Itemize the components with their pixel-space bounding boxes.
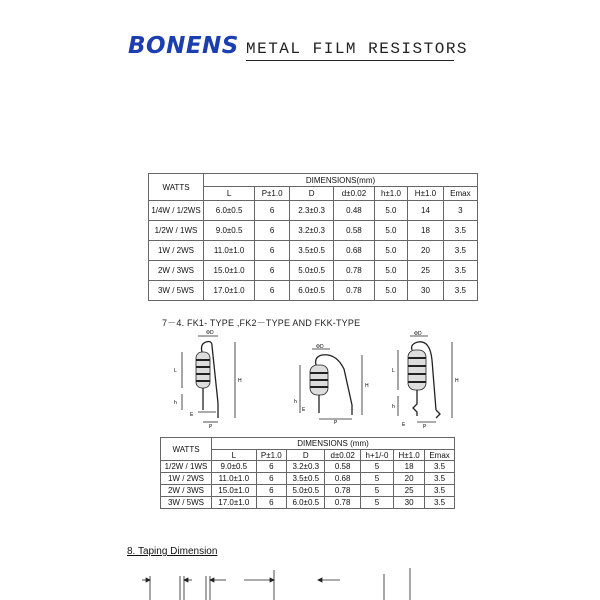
e-label: E xyxy=(190,412,194,418)
table-cell: 5.0 xyxy=(374,281,407,301)
table-cell: 3.5 xyxy=(443,221,477,241)
table-cell: 3 xyxy=(443,201,477,221)
column-header: H±1.0 xyxy=(394,450,425,461)
table-cell: 0.78 xyxy=(334,261,375,281)
table-cell: 5.0±0.5 xyxy=(287,485,325,497)
table-cell: 25 xyxy=(394,485,425,497)
lead-wire-top xyxy=(316,355,322,365)
header-underline xyxy=(246,60,454,61)
table-row xyxy=(149,241,478,261)
h-label: H xyxy=(365,383,369,389)
table-cell: 5.0 xyxy=(374,221,407,241)
table-cell: 6 xyxy=(255,241,290,261)
resistor-body xyxy=(408,350,426,390)
table-cell: 6 xyxy=(256,461,286,473)
d-label: ΦD xyxy=(414,331,422,337)
table-row xyxy=(149,221,478,241)
table-row xyxy=(161,461,455,473)
column-header: L xyxy=(212,450,257,461)
l-label: L xyxy=(174,368,177,374)
table-cell: 6 xyxy=(255,281,290,301)
table-cell: 14 xyxy=(408,201,444,221)
column-header: Emax xyxy=(425,450,455,461)
table-cell: 6.0±0.5 xyxy=(290,281,334,301)
table-cell: 6 xyxy=(255,221,290,241)
table-cell: 1/2W / 1WS xyxy=(161,461,212,473)
table-cell: 0.78 xyxy=(325,485,360,497)
table-cell: 5 xyxy=(360,461,393,473)
table-cell: 3.5 xyxy=(443,281,477,301)
arrow-head xyxy=(146,578,150,582)
section-title-fk-types: 7－4. FK1- TYPE ,FK2－TYPE AND FKK-TYPE xyxy=(162,318,361,328)
h-label: H xyxy=(238,378,242,384)
lead-wire-bottom-kinked xyxy=(413,390,417,416)
table-cell: 1/4W / 1/2WS xyxy=(149,201,204,221)
brand-logo: BONENS xyxy=(128,33,239,59)
column-header: P±1.0 xyxy=(256,450,286,461)
table-cell: 6 xyxy=(255,201,290,221)
table-row xyxy=(161,497,455,509)
lead-wire-top xyxy=(202,342,207,352)
column-header: D xyxy=(287,450,325,461)
hh-label: h xyxy=(294,399,297,405)
table-cell: 5 xyxy=(360,485,393,497)
taping-dimension-title: 8. Taping Dimension xyxy=(127,546,218,557)
table-cell: 0.48 xyxy=(334,201,375,221)
table-cell: 20 xyxy=(408,241,444,261)
fk2-resistor-diagram xyxy=(292,343,378,425)
table-cell: 3.5 xyxy=(443,261,477,281)
table-cell: 3.5±0.5 xyxy=(287,473,325,485)
table-cell: 0.68 xyxy=(334,241,375,261)
column-header: P±1.0 xyxy=(255,187,290,201)
table-cell: 0.78 xyxy=(325,497,360,509)
table-cell: 3.5 xyxy=(425,461,455,473)
table-cell: 3W / 5WS xyxy=(161,497,212,509)
table-cell: 25 xyxy=(408,261,444,281)
table-cell: 18 xyxy=(408,221,444,241)
p-label: P xyxy=(209,424,213,430)
table-cell: 11.0±1.0 xyxy=(212,473,257,485)
table-cell: 6.0±0.5 xyxy=(204,201,255,221)
dimensions-header: DIMENSIONS (mm) xyxy=(212,438,455,450)
lead-wire-top xyxy=(412,342,418,350)
taping-dimension-diagram xyxy=(140,566,430,600)
p-label: P xyxy=(423,424,427,430)
table-cell: 17.0±1.0 xyxy=(212,497,257,509)
table-cell: 30 xyxy=(394,497,425,509)
column-header: L xyxy=(204,187,255,201)
page-header xyxy=(128,33,469,63)
table-cell: 5 xyxy=(360,473,393,485)
lead-wire-right-kinked xyxy=(436,410,440,418)
table-cell: 3.5 xyxy=(425,473,455,485)
dimensions-table-fk-types xyxy=(160,437,455,509)
table-cell: 11.0±1.0 xyxy=(204,241,255,261)
watts-header: WATTS xyxy=(161,438,212,461)
table-cell: 3.5 xyxy=(425,497,455,509)
table-cell: 0.68 xyxy=(325,473,360,485)
table-cell: 1W / 2WS xyxy=(149,241,204,261)
d-label: ΦD xyxy=(206,330,214,336)
table-cell: 0.58 xyxy=(325,461,360,473)
table-cell: 1W / 2WS xyxy=(161,473,212,485)
table-cell: 3.2±0.3 xyxy=(290,221,334,241)
column-header: h±1.0 xyxy=(374,187,407,201)
document-title: METAL FILM RESISTORS xyxy=(246,40,469,58)
table-cell: 18 xyxy=(394,461,425,473)
table-cell: 2W / 3WS xyxy=(161,485,212,497)
d-label: ΦD xyxy=(316,344,324,350)
table-row xyxy=(149,261,478,281)
table-cell: 9.0±0.5 xyxy=(204,221,255,241)
table-cell: 6 xyxy=(256,485,286,497)
table-cell: 9.0±0.5 xyxy=(212,461,257,473)
table-cell: 17.0±1.0 xyxy=(204,281,255,301)
table-cell: 30 xyxy=(408,281,444,301)
resistor-body xyxy=(196,352,210,388)
table-cell: 20 xyxy=(394,473,425,485)
column-header: D xyxy=(290,187,334,201)
table-row xyxy=(161,473,455,485)
table-cell: 5.0 xyxy=(374,241,407,261)
h-label: H xyxy=(455,378,459,384)
hh-label: h xyxy=(392,404,395,410)
table-cell: 6 xyxy=(256,497,286,509)
column-header: d±0.02 xyxy=(325,450,360,461)
table-cell: 0.78 xyxy=(334,281,375,301)
table-cell: 1/2W / 1WS xyxy=(149,221,204,241)
table-cell: 3W / 5WS xyxy=(149,281,204,301)
dimensions-header: DIMENSIONS(mm) xyxy=(204,174,478,187)
table-cell: 3.5±0.5 xyxy=(290,241,334,261)
table-cell: 6 xyxy=(256,473,286,485)
p-label: P xyxy=(334,420,338,425)
table-row xyxy=(161,485,455,497)
e-label: E xyxy=(302,407,306,413)
column-header: H±1.0 xyxy=(408,187,444,201)
watts-header: WATTS xyxy=(149,174,204,201)
arrow-head xyxy=(270,578,274,582)
column-header: Emax xyxy=(443,187,477,201)
table-cell: 5.0±0.5 xyxy=(290,261,334,281)
column-header: d±0.02 xyxy=(334,187,375,201)
table-cell: 5.0 xyxy=(374,201,407,221)
table-cell: 15.0±1.0 xyxy=(204,261,255,281)
table-cell: 6 xyxy=(255,261,290,281)
dimensions-table-standard xyxy=(148,173,478,301)
e-label: E xyxy=(402,422,406,428)
fkk-resistor-diagram xyxy=(390,330,470,430)
table-cell: 3.2±0.3 xyxy=(287,461,325,473)
table-cell: 6.0±0.5 xyxy=(287,497,325,509)
table-cell: 0.58 xyxy=(334,221,375,241)
hh-label: h xyxy=(174,400,177,406)
l-label: L xyxy=(392,368,395,374)
fk1-resistor-diagram xyxy=(160,328,260,430)
table-cell: 2W / 3WS xyxy=(149,261,204,281)
table-cell: 3.5 xyxy=(443,241,477,261)
table-cell: 2.3±0.3 xyxy=(290,201,334,221)
table-cell: 15.0±1.0 xyxy=(212,485,257,497)
table-cell: 3.5 xyxy=(425,485,455,497)
table-row xyxy=(149,281,478,301)
table-cell: 5 xyxy=(360,497,393,509)
table-row xyxy=(149,201,478,221)
column-header: h+1/-0 xyxy=(360,450,393,461)
table-cell: 5.0 xyxy=(374,261,407,281)
